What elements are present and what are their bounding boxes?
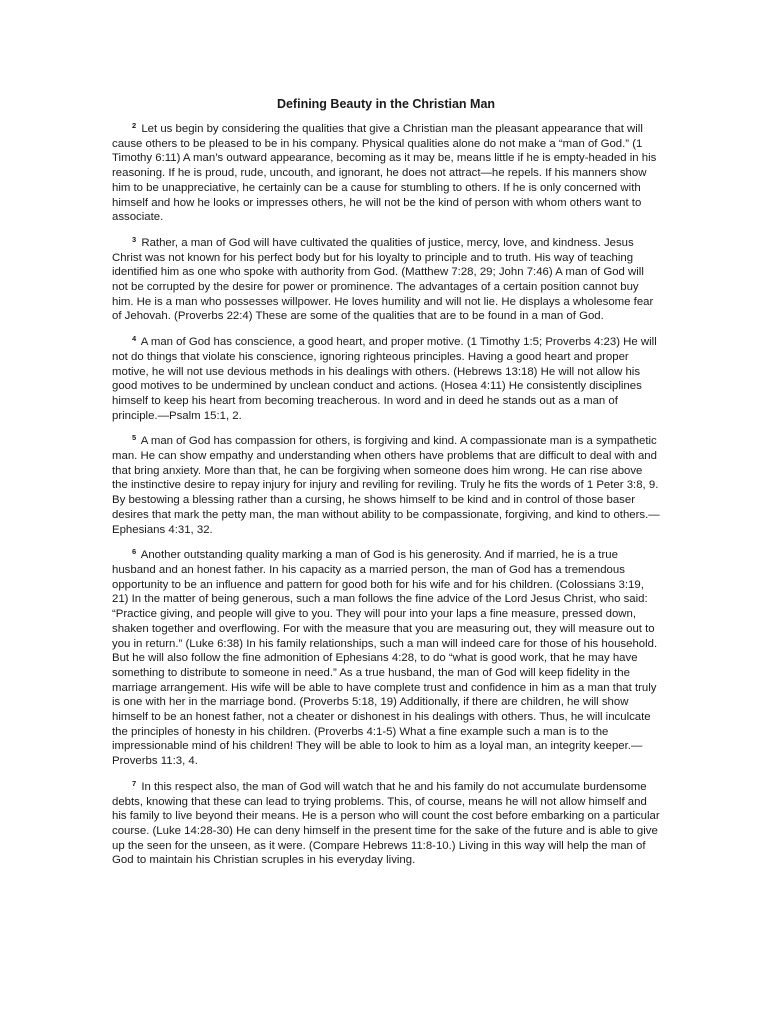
paragraph-text: In this respect also, the man of God will watch that he and his family do not accumulate burdensome debts, knowing that these can lead to trying problems. This, of course, means he will not allow himself and his family to live beyond their means. He is a person who will count the cost before embarking on a particular course. (Luke 14:28-30) He can deny himself in the present time for the sake of the future and is able to give up the seen for the unseen, as it were. (Compare Hebrews 11:8-10.) Living in this way will help the man of God to maintain his Christian scruples in his everyday living. bbox=[112, 780, 660, 867]
paragraph-text: A man of God has compassion for others, is forgiving and kind. A compassionate man is a sympathetic man. He can show empathy and understanding when others have problems that are difficult to deal with and that bring anxiety. More than that, he can be forgiving when someone does him wrong. He can rise above the instinctive desire to repay injury for injury and reviling for reviling. Truly he fits the words of 1 Peter 3:8, 9. By bestowing a blessing rather than a cursing, he shows himself to be kind and in control of those baser desires that mark the petty man, the man without ability to be compassionate, forgiving, and kind to others.—Ephesians 4:31, 32. bbox=[112, 435, 660, 536]
paragraph-text: A man of God has conscience, a good heart, and proper motive. (1 Timothy 1:5; Proverbs 4:23) He will not do things that violate his conscience, ignoring righteous principles. Having a good heart and proper motive, he will not use devious methods in his dealings with others. (Hebrews 13:18) He will not allow his good motives to be undermined by unclean conduct and actions. (Hosea 4:11) He consistently disciplines himself to keep his heart from becoming treacherous. In word and in deed he stands out as a man of principle.—Psalm 15:1, 2. bbox=[112, 336, 657, 422]
paragraph-text: Another outstanding quality marking a man of God is his generosity. And if married, he is a true husband and an honest father. In his capacity as a married person, the man of God has a tremendous opportunity to be an influence and pattern for good both for his wife and for his children. (Colossians 3:19, 21) In the matter of being generous, such a man follows the fine advice of the Lord Jesus Christ, who said: “Practice giving, and people will give to you. They will pour into your laps a fine measure, pressed down, shaken together and overflowing. For with the measure that you are measuring out, they will measure out to you in return.” (Luke 6:38) In his family relationships, such a man will indeed care for those of his household. But he will also follow the fine admonition of Ephesians 4:28, to do “what is good work, that he may have something to distribute to someone in need.” As a true husband, the man of God will keep fidelity in the marriage arrangement. His wife will be able to have complete trust and confidence in him as a man that truly is one with her in the marriage bond. (Proverbs 5:18, 19) Additionally, if there are children, he will show himself to be an honest father, not a cheater or dishonest in his dealings with others. Thus, he will inculcate the principles of honesty in his children. (Proverbs 4:1-5) What a fine example such a man is to the impressionable mind of his children! They will be able to look to him as a loyal man, an integrity keeper.—Proverbs 11:3, 4. bbox=[112, 549, 658, 768]
paragraph-number: 7 bbox=[132, 778, 137, 788]
paragraph-number: 2 bbox=[132, 121, 137, 130]
paragraph-text: Rather, a man of God will have cultivated the qualities of justice, mercy, love, and kindness. Jesus Christ was not known for his perfect body but for his loyalty to principle and to truth. His way of teaching identified him as one who spoke with authority from God. (Matthew 7:28, 29; John 7:46) A man of God will not be corrupted by the desire for power or prominence. The advantages of a certain position cannot buy him. He is a man who possesses willpower. He loves humility and will not lie. He displays a wholesome fear of Jehovah. (Proverbs 22:4) These are some of the qualities that are to be found in a man of God. bbox=[112, 236, 654, 323]
paragraph-2 bbox=[112, 119, 660, 225]
paragraph-number: 4 bbox=[132, 334, 137, 344]
paragraph-3 bbox=[112, 233, 660, 324]
document-page bbox=[112, 97, 660, 876]
paragraph-6 bbox=[112, 545, 660, 769]
paragraph-number: 3 bbox=[132, 234, 137, 244]
document-title: Defining Beauty in the Christian Man bbox=[276, 97, 496, 111]
paragraph-number: 6 bbox=[132, 547, 137, 557]
paragraph-number: 5 bbox=[132, 433, 137, 443]
paragraph-4 bbox=[112, 332, 660, 423]
paragraph-5 bbox=[112, 431, 660, 537]
paragraph-text: Let us begin by considering the qualities that give a Christian man the pleasant appearance that will cause others to be pleased to be in his company. Physical qualities alone do not make a “man of God.” (1 Timothy 6:11) A man’s outward appearance, becoming as it may be, means little if he is empty-headed in his reasoning. If he is proud, rude, uncouth, and ignorant, he does not attract—he repels. If his manners show him to be unappreciative, he certainly can be a cause for stumbling to others. If he is only concerned with himself and how he looks or impresses others, he will not be the kind of person with whom others want to associate. bbox=[112, 123, 657, 224]
paragraph-7 bbox=[112, 777, 660, 868]
